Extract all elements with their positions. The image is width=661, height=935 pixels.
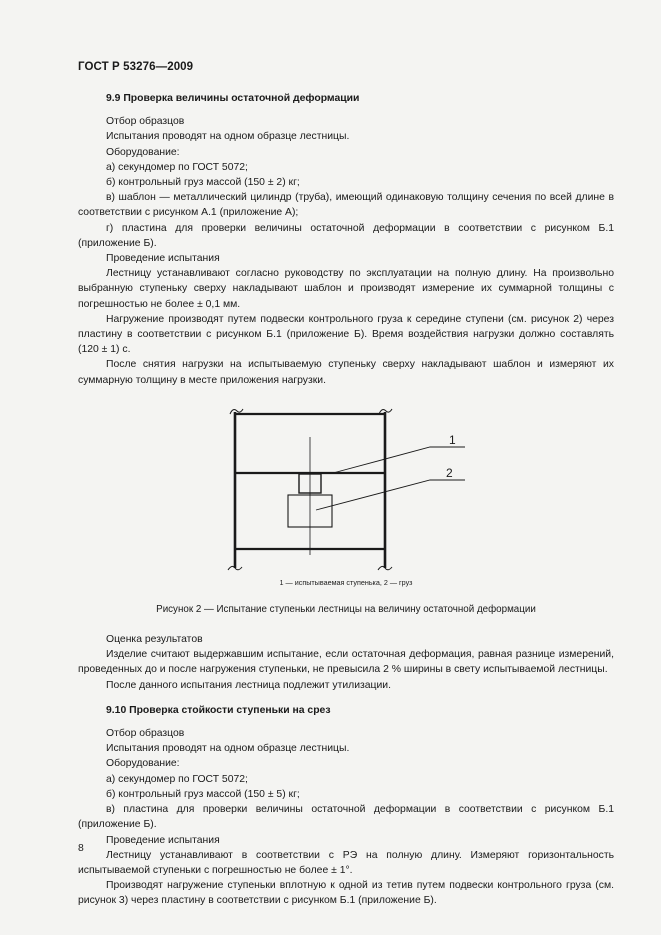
paragraph: Лестницу устанавливают в соответствии с РЭ на полную длину. Измеряют горизонтальность испытываемой ступеньки с погрешностью не более ± 1°.	[78, 849, 614, 876]
text-line: а) секундомер по ГОСТ 5072;	[106, 773, 248, 785]
paragraph: в) шаблон — металлический цилиндр (труба), имеющий одинаковую толщину сечения по всей длине в соответствии с рисунком А.1 (приложение А);	[78, 192, 614, 219]
paragraph: г) пластина для проверки величины остаточной деформации в соответствии с рисунком Б.1 (приложение Б).	[78, 222, 614, 249]
paragraph: Нагружение производят путем подвески контрольного груза к середине ступени (см. рисунок 2) через пластину в соответствии с рисунком Б.1 (приложение Б). Время воздействия нагрузки должно составлять (120 ± 1) с.	[78, 313, 614, 356]
paragraph: Лестницу устанавливают согласно руководству по эксплуатации на полную длину. На произвольно выбранную ступеньку сверху накладывают шаблон и производят измерение их суммарной толщины с погрешностью не более ± 0,1 мм.	[78, 268, 614, 310]
section-9-10-title: 9.10 Проверка стойкости ступеньки на срез	[106, 704, 331, 716]
text-line: б) контрольный груз массой (150 ± 2) кг;	[106, 177, 300, 189]
paragraph: Производят нагружение ступеньки вплотную к одной из тетив путем подвески контрольного груза (см. рисунок 3) через пластину в соответствии с рисунком Б.1 (приложение Б).	[78, 880, 614, 907]
content	[78, 91, 614, 909]
text-line: Оборудование:	[106, 146, 180, 158]
paragraph: После снятия нагрузки на испытываемую ступеньку сверху накладывают шаблон и измеряют их суммарную толщину в месте приложения нагрузки.	[78, 359, 614, 386]
text-line: Отбор образцов	[106, 116, 185, 128]
callout-1: 1	[449, 432, 456, 447]
leader-line-2	[316, 480, 465, 510]
figure-legend: 1 — испытываемая ступенька, 2 — груз	[279, 577, 413, 587]
text-line: Отбор образцов	[106, 728, 185, 740]
text-line: а) секундомер по ГОСТ 5072;	[106, 161, 248, 173]
text-line: б) контрольный груз массой (150 ± 5) кг;	[106, 788, 300, 800]
paragraph: Изделие считают выдержавшим испытание, если остаточная деформация, равная разнице измерений, проведенных до и после нагружения ступеньки, не превысила 2 % ширины в свету испытываемой лестницы.	[78, 649, 614, 676]
text-line: Оборудование:	[106, 758, 180, 770]
subheading: Проведение испытания	[106, 253, 220, 265]
section-9-9-title: 9.9 Проверка величины остаточной деформации	[106, 93, 360, 104]
text-line: Испытания проводят на одном образце лестницы.	[106, 743, 350, 755]
figure-2-drawing	[78, 400, 614, 580]
standard-header: ГОСТ Р 53276—2009	[78, 61, 194, 73]
figure-caption: Рисунок 2 — Испытание ступеньки лестницы на величину остаточной деформации	[156, 603, 536, 615]
subheading: Оценка результатов	[106, 634, 203, 646]
text-line: Испытания проводят на одном образце лестницы.	[106, 131, 350, 143]
subheading: Проведение испытания	[106, 834, 220, 846]
page-number: 8	[78, 843, 84, 854]
figure-2	[78, 400, 614, 587]
callout-2: 2	[446, 465, 453, 480]
paragraph: в) пластина для проверки величины остаточной деформации в соответствии с рисунком Б.1 (приложение Б).	[78, 804, 614, 831]
paragraph: После данного испытания лестница подлежит утилизации.	[106, 679, 392, 691]
